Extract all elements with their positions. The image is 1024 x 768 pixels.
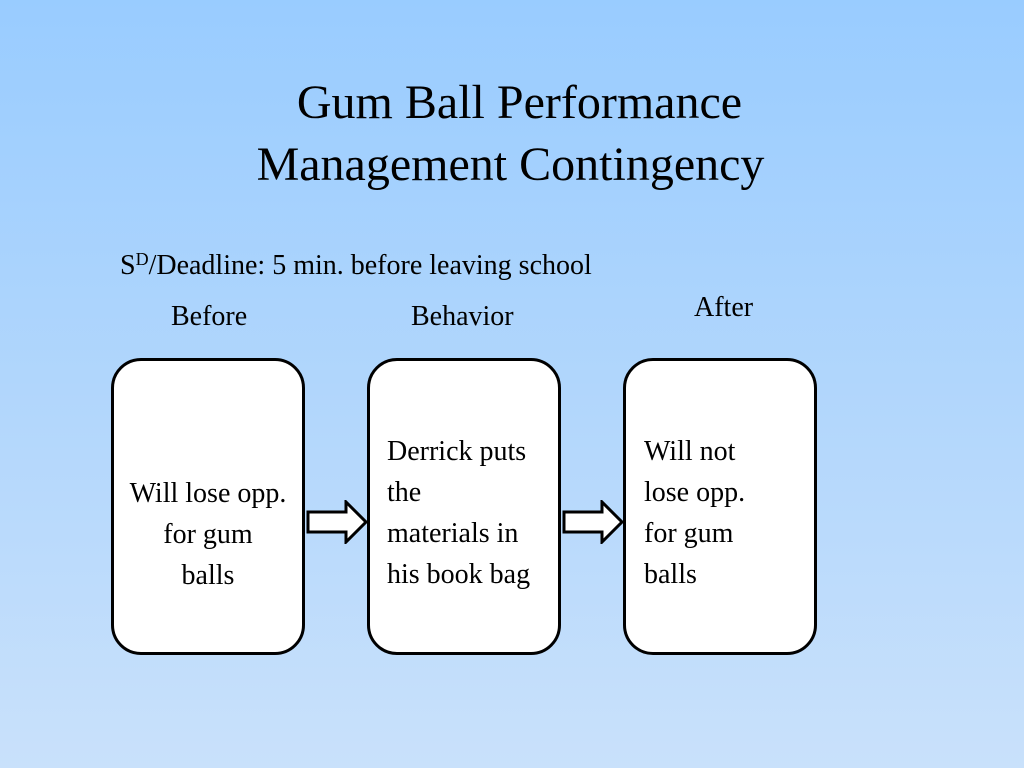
label-after: After [694,292,754,323]
after-box [623,358,817,655]
deadline-s: S [120,250,136,281]
behavior-box-text: Derrick puts the materials in his book bag [387,436,531,590]
before-box [111,358,305,655]
arrow-right-icon [306,500,368,544]
title-line-2: Management Contingency [256,138,765,191]
arrow-right-icon [562,500,624,544]
after-box-text: Will not lose opp. for gum balls [644,436,746,590]
deadline-text [120,248,592,286]
title-line-1: Gum Ball Performance [296,76,743,129]
slide-title [0,72,1024,196]
deadline-rest: /Deadline: 5 min. before leaving school [148,250,592,281]
label-before: Before [171,301,248,332]
behavior-box [367,358,561,655]
label-behavior: Behavior [411,301,514,332]
before-box-text: Will lose opp. for gum balls [129,478,287,591]
deadline-superscript: D [135,249,149,269]
